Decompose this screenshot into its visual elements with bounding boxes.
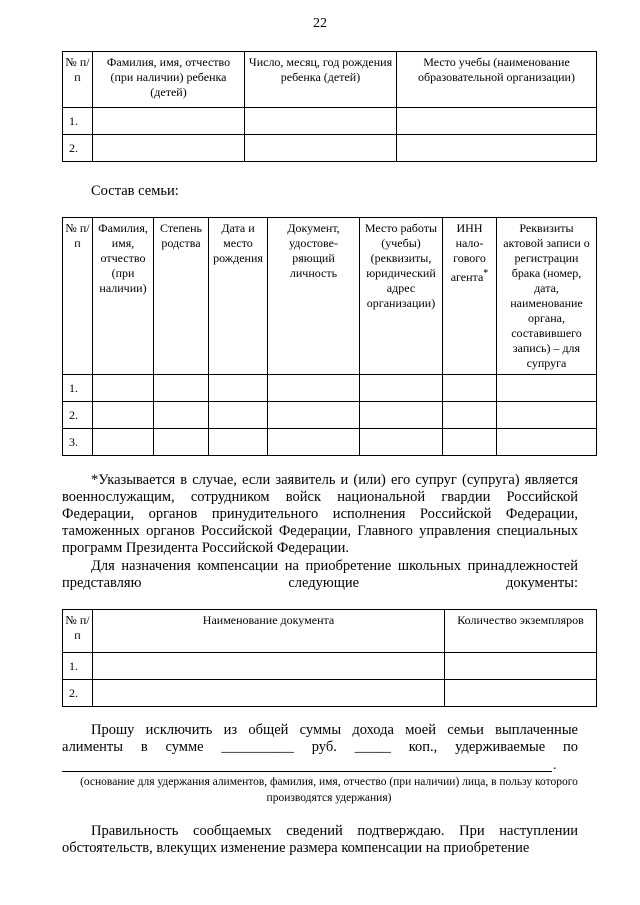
column-header-work-place: Место работы (учебы) (реквизиты, юридический адрес организации)	[360, 218, 443, 375]
table-cell[interactable]	[268, 402, 360, 429]
table-row	[63, 402, 597, 429]
row-number: 1.	[63, 108, 93, 135]
table-cell[interactable]	[268, 375, 360, 402]
table-cell[interactable]	[209, 429, 268, 456]
table-cell[interactable]	[443, 375, 497, 402]
column-header-child-name: Фамилия, имя, отчество (при наличии) ребенка (детей)	[93, 52, 245, 108]
row-number: 3.	[63, 429, 93, 456]
table-cell[interactable]	[154, 402, 209, 429]
table-cell[interactable]	[209, 402, 268, 429]
table-cell[interactable]	[154, 429, 209, 456]
column-header-birth-date: Число, месяц, год рождения ребенка (детей)	[245, 52, 397, 108]
children-table	[62, 51, 597, 162]
column-header-document-name: Наименование документа	[93, 610, 445, 653]
footnote-mark: *	[483, 268, 489, 279]
column-header-number: № п/п	[63, 610, 93, 653]
table-row	[63, 429, 597, 456]
table-cell[interactable]	[93, 375, 154, 402]
family-table	[62, 217, 597, 456]
row-number: 2.	[63, 680, 93, 707]
column-header-full-name: Фамилия, имя, отчество (при наличии)	[93, 218, 154, 375]
row-number: 2.	[63, 402, 93, 429]
tax-id-label: ИНН нало-гового агента	[450, 221, 486, 284]
column-header-relationship: Степень родства	[154, 218, 209, 375]
table-cell[interactable]	[268, 429, 360, 456]
table-cell[interactable]	[443, 402, 497, 429]
row-number: 1.	[63, 653, 93, 680]
table-row	[63, 108, 597, 135]
row-number: 1.	[63, 375, 93, 402]
table-cell[interactable]	[445, 653, 597, 680]
confirmation-text: Правильность сообщаемых сведений подтверждаю. При наступлении обстоятельств, влекущих изменение размера компенсации на приобретение	[62, 823, 578, 856]
table-cell[interactable]	[93, 680, 445, 707]
table-cell[interactable]	[397, 135, 597, 162]
table-cell[interactable]	[497, 375, 597, 402]
alimony-caption: (основание для удержания алиментов, фамилия, имя, отчество (при наличии) лица, в пользу которого производятся удержания)	[80, 776, 578, 804]
table-cell[interactable]	[93, 108, 245, 135]
table-cell[interactable]	[245, 135, 397, 162]
table-cell[interactable]	[360, 375, 443, 402]
footnote-text: *Указывается в случае, если заявитель и (или) его супруг (супруга) является военнослужащим, сотрудником войск национальной гвардии Российской Федерации, органов принудительного исполнения Российской Федерации, таможенных органов Российской Федерации, Главного управления специальных программ Президента Российской Федерации.	[62, 472, 578, 556]
column-header-marriage-record: Реквизиты актовой записи о регистрации брака (номер, дата, наименование органа, составившего запись) – для супруга	[497, 218, 597, 375]
alimony-request: Прошу исключить из общей суммы дохода моей семьи выплаченные алименты в сумме __________ руб. _____ коп., удерживаемые по	[62, 722, 578, 755]
table-cell[interactable]	[93, 653, 445, 680]
alimony-basis-line[interactable]	[62, 771, 552, 772]
table-cell[interactable]	[360, 402, 443, 429]
row-number: 2.	[63, 135, 93, 162]
table-cell[interactable]	[93, 429, 154, 456]
table-cell[interactable]	[397, 108, 597, 135]
table-cell[interactable]	[497, 402, 597, 429]
table-cell[interactable]	[497, 429, 597, 456]
table-cell[interactable]	[209, 375, 268, 402]
page-number: 22	[313, 16, 327, 31]
table-row	[63, 653, 597, 680]
table-row	[63, 135, 597, 162]
table-cell[interactable]	[443, 429, 497, 456]
line-end-mark: .	[553, 758, 557, 773]
column-header-number: № п/п	[63, 52, 93, 108]
table-cell[interactable]	[154, 375, 209, 402]
table-cell[interactable]	[93, 135, 245, 162]
column-header-id-document: Документ, удостове-ряющий личность	[268, 218, 360, 375]
table-row	[63, 680, 597, 707]
column-header-number: № п/п	[63, 218, 93, 375]
family-heading: Состав семьи:	[91, 183, 179, 199]
column-header-copies: Количество экземпляров	[445, 610, 597, 653]
table-cell[interactable]	[93, 402, 154, 429]
table-row	[63, 375, 597, 402]
documents-intro: Для назначения компенсации на приобретение школьных принадлежностей представляю следующие документы:	[62, 558, 578, 591]
table-cell[interactable]	[245, 108, 397, 135]
table-cell[interactable]	[445, 680, 597, 707]
column-header-birth-info: Дата и место рождения	[209, 218, 268, 375]
documents-table	[62, 609, 597, 707]
table-cell[interactable]	[360, 429, 443, 456]
column-header-tax-id	[443, 218, 497, 375]
column-header-study-place: Место учебы (наименование образовательной организации)	[397, 52, 597, 108]
